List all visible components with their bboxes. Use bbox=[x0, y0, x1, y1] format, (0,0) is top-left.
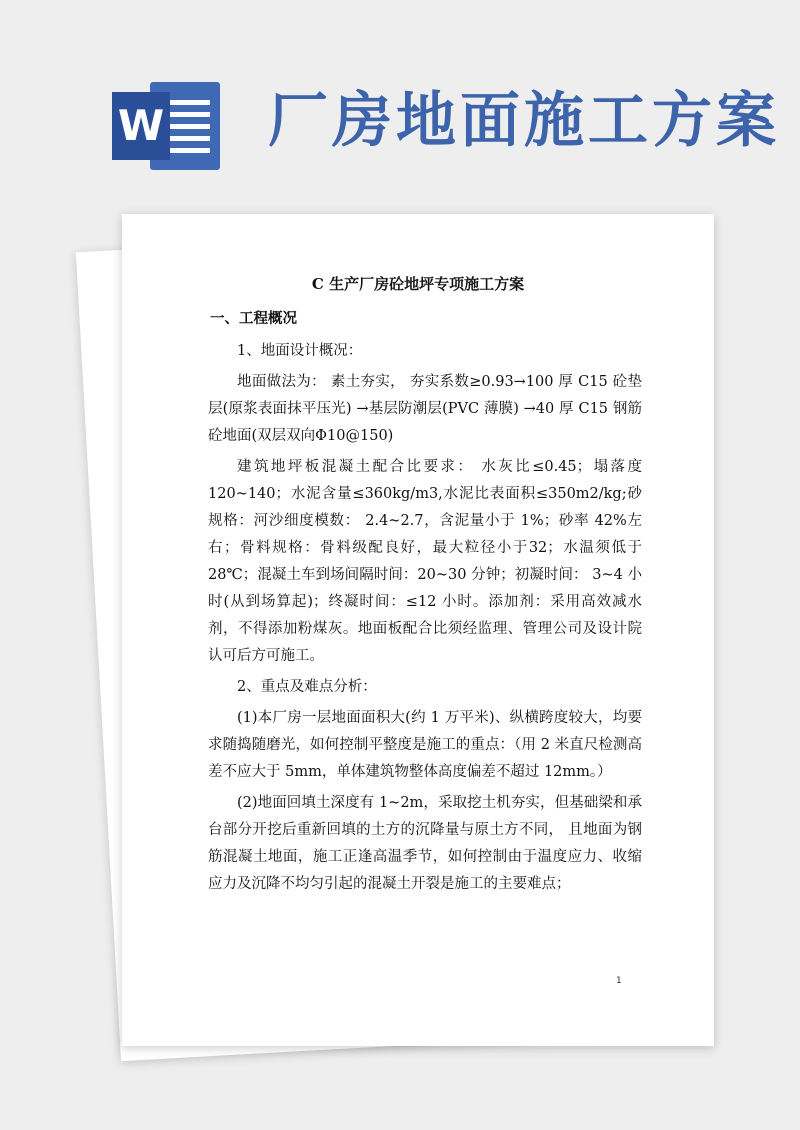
document-body bbox=[208, 338, 642, 902]
document-page bbox=[122, 214, 714, 1046]
word-icon-line bbox=[170, 124, 210, 129]
page-number: 1 bbox=[616, 976, 622, 986]
word-icon-line bbox=[170, 112, 210, 117]
word-icon-line bbox=[170, 136, 210, 141]
word-icon-line bbox=[170, 148, 210, 153]
word-document-icon bbox=[112, 78, 228, 174]
paragraph-concrete-mix: 建筑地坪板混凝土配合比要求： 水灰比≤0.45；塌落度 120~140；水泥含量≤360kg/m3,水泥比表面积≤350m2/kg;砂规格：河沙细度模数： 2.4~2.7，含泥量小于 1%；砂率 42%左右；骨料规格：骨料级配良好，最大粒径小于32；水温须低于 28℃；混凝土车到场间隔时间：20~30 分钟；初凝时间： 3~4 小时(从到场算起)；终凝时间：≤12 小时。添加剂：采用高效减水剂，不得添加粉煤灰。地面板配合比须经监理、管理公司及设计院认可后方可施工。 bbox=[208, 459, 642, 664]
word-icon-letter: W bbox=[112, 92, 170, 160]
word-icon-line bbox=[170, 100, 210, 105]
paragraph-key-point-2: (2)地面回填土深度有 1~2m，采取挖土机夯实，但基础梁和承台部分开挖后重新回填的土方的沉降量与原土方不同， 且地面为钢筋混凝土地面，施工正逢高温季节，如何控制由于温度应力、收缩应力及沉降不均匀引起的混凝土开裂是施工的主要难点； bbox=[208, 795, 642, 892]
section-heading: 一、工程概况 bbox=[210, 310, 297, 327]
banner-header bbox=[0, 0, 800, 200]
paragraph-key-point-1: (1)本厂房一层地面面积大(约 1 万平米)、纵横跨度较大，均要求随捣随磨光，如何控制平整度是施工的重点：（用 2 米直尺检测高差不应大于 5mm，单体建筑物整体高度偏差不超过 12mm。） bbox=[208, 710, 642, 780]
subsection-heading-design: 1、地面设计概况： bbox=[237, 343, 363, 359]
paragraph-floor-construction: 地面做法为： 素土夯实， 夯实系数≥0.93→100 厚 C15 砼垫层(原浆表面抹平压光) →基层防潮层(PVC 薄膜) →40 厚 C15 钢筋砼地面(双层双向Φ10@150) bbox=[208, 374, 642, 444]
banner-title: 厂房地面施工方案 bbox=[268, 86, 780, 156]
document-title: C 生产厂房砼地坪专项施工方案 bbox=[311, 275, 525, 293]
subsection-heading-key-points: 2、重点及难点分析： bbox=[237, 679, 377, 695]
